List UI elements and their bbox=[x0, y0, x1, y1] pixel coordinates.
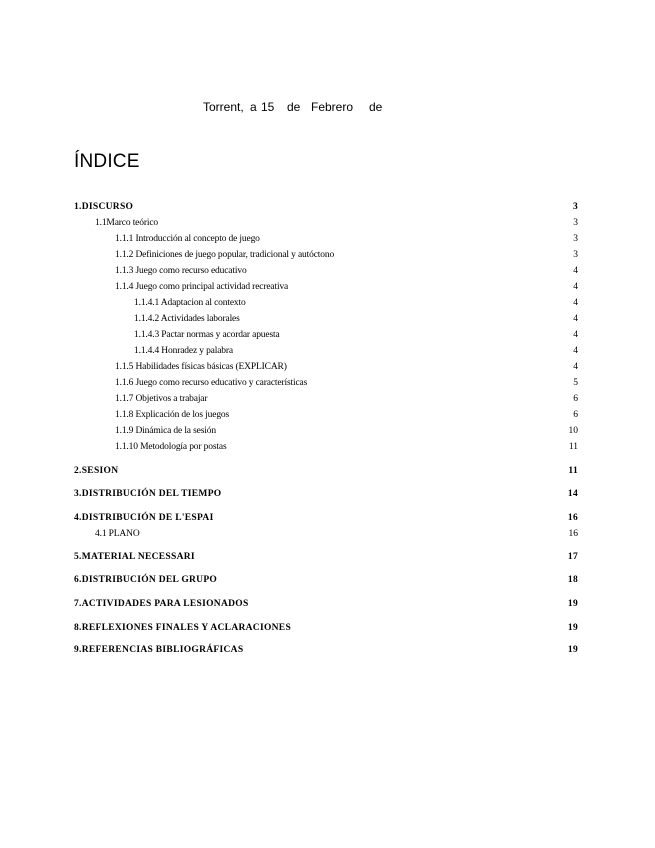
toc-entry-label: 2.SESION bbox=[74, 466, 119, 476]
toc-entry-page-number: 19 bbox=[567, 623, 578, 633]
toc-entry-label: 6.DISTRIBUCIÓN DEL GRUPO bbox=[74, 575, 218, 585]
toc-entry-label: 1.1.1 Introducción al concepto de juego bbox=[115, 234, 260, 244]
toc-entry[interactable] bbox=[0, 199, 655, 215]
toc-entry-label: 1.1.4.4 Honradez y palabra bbox=[134, 346, 233, 356]
toc-entry[interactable] bbox=[0, 486, 655, 502]
toc-entry-page-number: 3 bbox=[573, 250, 578, 260]
toc-entry[interactable] bbox=[0, 572, 655, 588]
toc-entry-label: 1.1.3 Juego como recurso educativo bbox=[115, 266, 247, 276]
toc-entry-label: 5.MATERIAL NECESSARI bbox=[74, 552, 195, 562]
toc-entry[interactable] bbox=[0, 463, 655, 479]
toc-entry-label: 4.1 PLANO bbox=[95, 529, 140, 539]
toc-entry-label: 3.DISTRIBUCIÓN DEL TIEMPO bbox=[74, 489, 222, 499]
toc-entry-label: 1.1.4.1 Adaptacion al contexto bbox=[134, 298, 246, 308]
toc-entry[interactable] bbox=[0, 407, 655, 423]
toc-entry[interactable] bbox=[0, 343, 655, 359]
toc-entry-page-number: 4 bbox=[573, 362, 578, 372]
date-month: Febrero bbox=[311, 100, 354, 114]
toc-entry-page-number: 3 bbox=[573, 234, 578, 244]
toc-entry-label: 7.ACTIVIDADES PARA LESIONADOS bbox=[74, 599, 249, 609]
toc-entry[interactable] bbox=[0, 596, 655, 612]
date-day: 15 bbox=[261, 100, 275, 114]
toc-entry[interactable] bbox=[0, 642, 655, 658]
toc-entry-page-number: 4 bbox=[573, 314, 578, 324]
toc-entry[interactable] bbox=[0, 263, 655, 279]
toc-entry-page-number: 19 bbox=[567, 599, 578, 609]
toc-entry[interactable] bbox=[0, 375, 655, 391]
toc-entry-page-number: 6 bbox=[573, 410, 578, 420]
toc-entry[interactable] bbox=[0, 549, 655, 565]
toc-entry-page-number: 4 bbox=[573, 282, 578, 292]
toc-entry-label: 1.1.4 Juego como principal actividad recreativa bbox=[115, 282, 289, 292]
toc-entry-label: 1.DISCURSO bbox=[74, 202, 134, 212]
toc-entry[interactable] bbox=[0, 526, 655, 542]
toc-entry-label: 1.1.5 Habilidades físicas básicas (EXPLICAR) bbox=[115, 362, 287, 372]
toc-entry-page-number: 11 bbox=[568, 442, 578, 452]
date-word-de-2: de bbox=[369, 100, 383, 114]
toc-entry-label: 1.1.4.2 Actividades laborales bbox=[134, 314, 240, 324]
toc-entry-page-number: 4 bbox=[573, 330, 578, 340]
toc-entry-label: 1.1.10 Metodología por postas bbox=[115, 442, 227, 452]
toc-entry-label: 1.1.4.3 Pactar normas y acordar apuesta bbox=[134, 330, 280, 340]
toc-entry[interactable] bbox=[0, 359, 655, 375]
toc-entry[interactable] bbox=[0, 510, 655, 526]
toc-entry[interactable] bbox=[0, 327, 655, 343]
toc-entry-page-number: 16 bbox=[568, 529, 578, 539]
toc-entry[interactable] bbox=[0, 423, 655, 439]
toc-entry[interactable] bbox=[0, 391, 655, 407]
toc-entry-page-number: 4 bbox=[573, 298, 578, 308]
toc-entry-page-number: 19 bbox=[567, 645, 578, 655]
toc-entry-page-number: 4 bbox=[573, 346, 578, 356]
date-word-a: a bbox=[250, 100, 257, 114]
toc-title: ÍNDICE bbox=[74, 151, 140, 172]
date-place: Torrent, bbox=[203, 100, 244, 114]
toc-entry-label: 4.DISTRIBUCIÓN DE L'ESPAI bbox=[74, 513, 214, 523]
toc-entry-page-number: 3 bbox=[572, 202, 578, 212]
toc-entry[interactable] bbox=[0, 439, 655, 455]
toc-entry[interactable] bbox=[0, 620, 655, 636]
toc-entry[interactable] bbox=[0, 247, 655, 263]
toc-entry-label: 1.1Marco teórico bbox=[95, 218, 159, 228]
toc-entry-label: 1.1.9 Dinámica de la sesión bbox=[115, 426, 216, 436]
toc-entry[interactable] bbox=[0, 279, 655, 295]
toc-entry-label: 1.1.2 Definiciones de juego popular, tradicional y autóctono bbox=[115, 250, 335, 260]
toc-entry-page-number: 17 bbox=[567, 552, 578, 562]
toc-entry-page-number: 3 bbox=[573, 218, 578, 228]
toc-entry[interactable] bbox=[0, 231, 655, 247]
toc-entry-page-number: 5 bbox=[573, 378, 578, 388]
date-word-de: de bbox=[287, 100, 301, 114]
toc-entry-label: 1.1.8 Explicación de los juegos bbox=[115, 410, 230, 420]
toc-entry-label: 8.REFLEXIONES FINALES Y ACLARACIONES bbox=[74, 623, 292, 633]
toc-entry-label: 1.1.6 Juego como recurso educativo y características bbox=[115, 378, 308, 388]
toc-entry-page-number: 10 bbox=[568, 426, 578, 436]
toc-entry[interactable] bbox=[0, 295, 655, 311]
toc-entry-page-number: 4 bbox=[573, 266, 578, 276]
toc-entry-page-number: 11 bbox=[568, 466, 578, 476]
toc-entry-page-number: 14 bbox=[567, 489, 578, 499]
toc-entry[interactable] bbox=[0, 311, 655, 327]
toc-entry[interactable] bbox=[0, 215, 655, 231]
toc-entry-page-number: 6 bbox=[573, 394, 578, 404]
toc-entry-page-number: 16 bbox=[567, 513, 578, 523]
toc-entry-label: 9.REFERENCIAS BIBLIOGRÁFICAS bbox=[74, 645, 244, 655]
toc-entry-page-number: 18 bbox=[567, 575, 578, 585]
toc-entry-label: 1.1.7 Objetivos a trabajar bbox=[115, 394, 208, 404]
